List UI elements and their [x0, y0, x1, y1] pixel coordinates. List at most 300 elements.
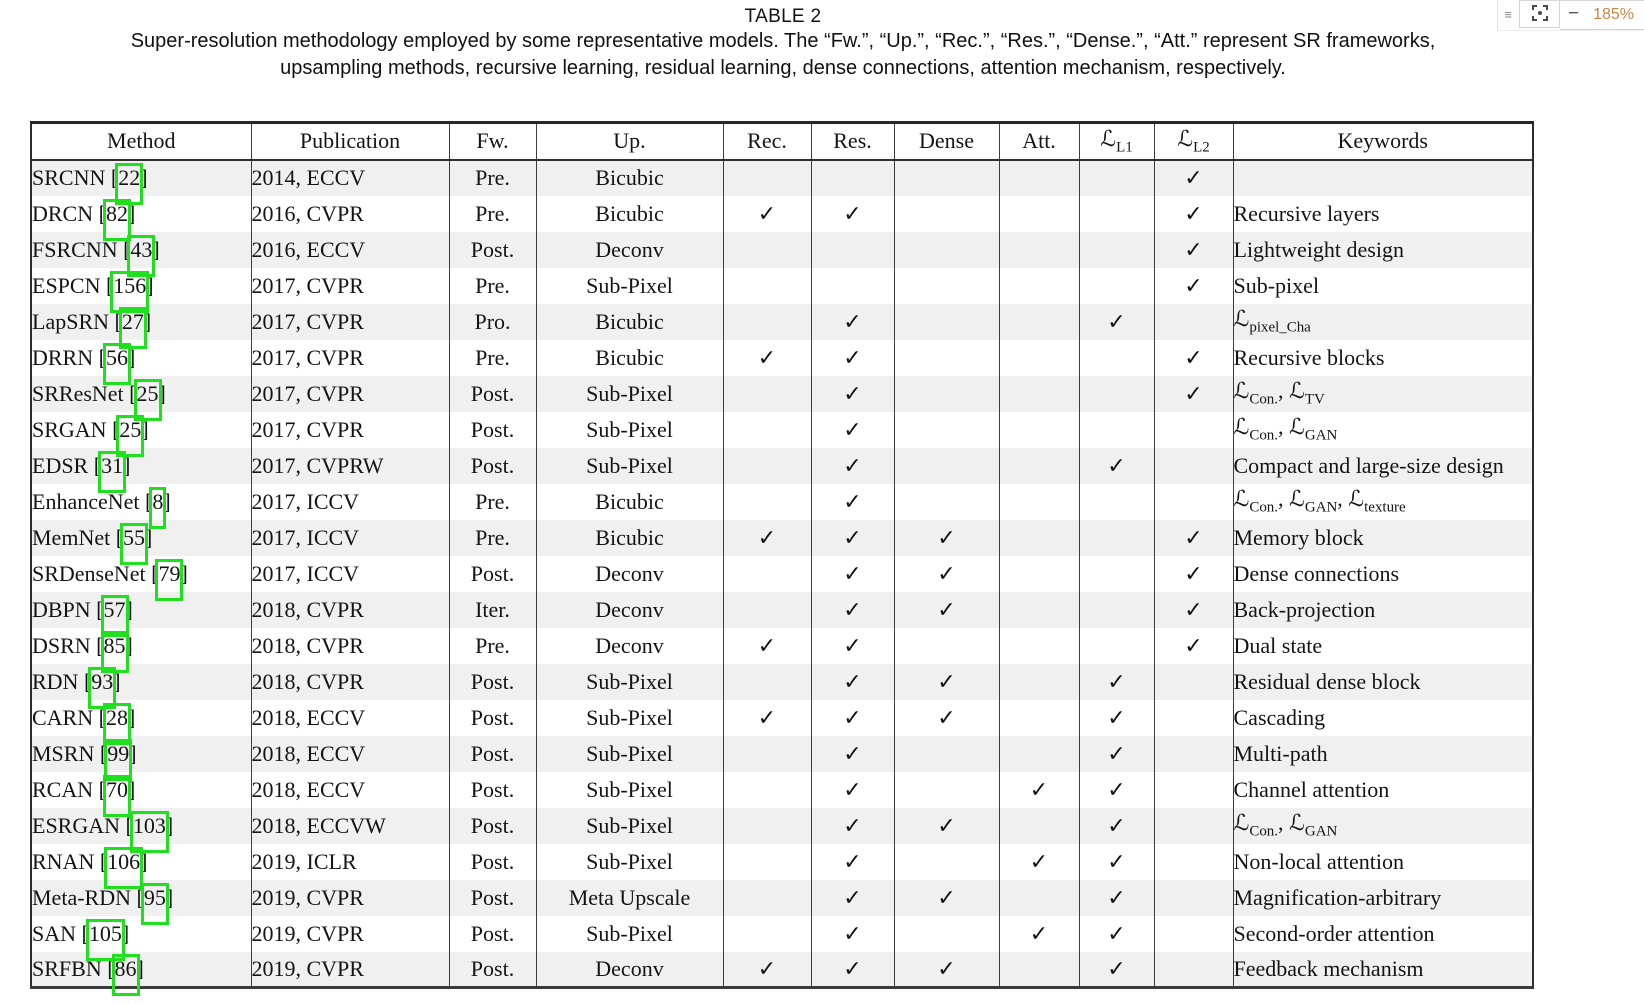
cell-rec: [723, 592, 811, 628]
cell-rec: [723, 160, 811, 196]
cell-method: MSRN [99 ]: [31, 736, 251, 772]
cell-rec: [723, 412, 811, 448]
cell-publication: 2017, ICCV: [251, 556, 449, 592]
cell-rec: [723, 376, 811, 412]
cell-fw: Pre.: [449, 160, 536, 196]
cell-att: [999, 376, 1079, 412]
column-header-publication: Publication: [251, 123, 449, 160]
cell-l1: [1079, 772, 1154, 808]
cell-dense: [894, 700, 999, 736]
cell-l1: [1079, 268, 1154, 304]
cell-res: [811, 160, 894, 196]
cell-rec: [723, 808, 811, 844]
check-mark: ✓: [1107, 848, 1126, 874]
citation-link[interactable]: 82: [106, 201, 128, 227]
check-mark: ✓: [937, 704, 956, 730]
check-mark: ✓: [1184, 380, 1203, 406]
table-row: [31, 160, 1533, 196]
citation-link[interactable]: 8: [152, 489, 163, 515]
check-mark: ✓: [937, 884, 956, 910]
cell-l2: [1154, 844, 1233, 880]
cell-l1: [1079, 916, 1154, 952]
cell-up: Sub-Pixel: [536, 736, 723, 772]
check-mark: ✓: [843, 740, 862, 766]
cell-method: SRGAN [25 ]: [31, 412, 251, 448]
cell-up: Deconv: [536, 952, 723, 988]
cell-l2: [1154, 448, 1233, 484]
table-row: [31, 880, 1533, 916]
cell-fw: Post.: [449, 880, 536, 916]
cell-res: [811, 880, 894, 916]
cell-keywords: Feedback mechanism: [1233, 952, 1533, 988]
check-mark: ✓: [843, 524, 862, 550]
column-header-fw: Fw.: [449, 123, 536, 160]
cell-fw: Post.: [449, 412, 536, 448]
cell-fw: Iter.: [449, 592, 536, 628]
cell-up: Sub-Pixel: [536, 808, 723, 844]
cell-rec: [723, 664, 811, 700]
cell-method: FSRCNN [43 ]: [31, 232, 251, 268]
check-mark: ✓: [1029, 776, 1049, 802]
cell-l2: [1154, 340, 1233, 376]
cell-publication: 2017, CVPR: [251, 412, 449, 448]
column-header-res: Res.: [811, 123, 894, 160]
cell-fw: Pre.: [449, 628, 536, 664]
cell-fw: Post.: [449, 556, 536, 592]
check-mark: ✓: [937, 668, 956, 694]
column-header-keywords: Keywords: [1233, 123, 1533, 160]
cell-keywords: Recursive blocks: [1233, 340, 1533, 376]
cell-l2: [1154, 196, 1233, 232]
cell-l1: [1079, 160, 1154, 196]
cell-att: [999, 916, 1079, 952]
cell-keywords: [1233, 160, 1533, 196]
cell-keywords: Sub-pixel: [1233, 268, 1533, 304]
check-mark: ✓: [1107, 668, 1126, 694]
cell-l2: [1154, 628, 1233, 664]
citation-link[interactable]: 79: [158, 561, 180, 587]
cell-publication: 2014, ECCV: [251, 160, 449, 196]
cell-up: Bicubic: [536, 340, 723, 376]
citation-link[interactable]: 103: [133, 813, 166, 839]
cell-dense: [894, 628, 999, 664]
cell-l1: [1079, 592, 1154, 628]
check-mark: ✓: [843, 452, 862, 478]
table-row: [31, 844, 1533, 880]
cell-method: LapSRN [27 ]: [31, 304, 251, 340]
cell-publication: 2019, CVPR: [251, 952, 449, 988]
cell-res: [811, 340, 894, 376]
cell-l2: [1154, 160, 1233, 196]
cell-res: [811, 736, 894, 772]
column-header-dense: Dense: [894, 123, 999, 160]
cell-dense: [894, 160, 999, 196]
cell-l1: [1079, 700, 1154, 736]
cell-fw: Pre.: [449, 484, 536, 520]
cell-rec: [723, 952, 811, 988]
check-mark: ✓: [757, 955, 777, 981]
table-caption-block: [0, 5, 1566, 82]
cell-method: RDN [93 ]: [31, 664, 251, 700]
cell-method: DSRN [85 ]: [31, 628, 251, 664]
cell-rec: [723, 304, 811, 340]
cell-method: ESRGAN [103 ]: [31, 808, 251, 844]
table-row: [31, 340, 1533, 376]
cell-dense: [894, 412, 999, 448]
cell-dense: [894, 952, 999, 988]
table-row: [31, 232, 1533, 268]
cell-up: Sub-Pixel: [536, 268, 723, 304]
check-mark: ✓: [843, 560, 862, 586]
check-mark: ✓: [1107, 812, 1126, 838]
cell-att: [999, 160, 1079, 196]
cell-l2: [1154, 808, 1233, 844]
cell-l2: [1154, 556, 1233, 592]
cell-method: EnhanceNet [8 ]: [31, 484, 251, 520]
cell-l2: [1154, 304, 1233, 340]
cell-publication: 2019, ICLR: [251, 844, 449, 880]
cell-l1: [1079, 808, 1154, 844]
table-row: [31, 304, 1533, 340]
cell-res: [811, 520, 894, 556]
cell-method: DRRN [56 ]: [31, 340, 251, 376]
cell-up: Sub-Pixel: [536, 412, 723, 448]
check-mark: ✓: [843, 632, 862, 658]
column-header-att: Att.: [999, 123, 1079, 160]
cell-att: [999, 232, 1079, 268]
table-row: [31, 196, 1533, 232]
check-mark: ✓: [1184, 524, 1203, 550]
check-mark: ✓: [757, 200, 777, 226]
cell-l1: [1079, 232, 1154, 268]
cell-l2: [1154, 952, 1233, 988]
cell-l1: [1079, 376, 1154, 412]
citation-link[interactable]: 25: [119, 417, 141, 443]
cell-res: [811, 772, 894, 808]
table-title: TABLE 2: [744, 6, 822, 27]
check-mark: ✓: [843, 704, 862, 730]
cell-rec: [723, 484, 811, 520]
cell-rec: [723, 232, 811, 268]
cell-att: [999, 952, 1079, 988]
cell-fw: Post.: [449, 736, 536, 772]
check-mark: ✓: [1184, 165, 1203, 190]
cell-keywords: ℒ$_{Con.}$, ℒ$_{GAN}$: [1233, 808, 1533, 844]
cell-method: SAN [105 ]: [31, 916, 251, 952]
cell-keywords: ℒ$_{Con.}$, ℒ$_{GAN}$, ℒ$_{texture}$: [1233, 484, 1533, 520]
cell-att: [999, 736, 1079, 772]
table-row: [31, 268, 1533, 304]
cell-dense: [894, 736, 999, 772]
cell-res: [811, 556, 894, 592]
column-header-l2: ℒ$_{L2}$: [1154, 123, 1233, 160]
citation-link[interactable]: 95: [144, 885, 166, 911]
cell-rec: [723, 844, 811, 880]
cell-dense: [894, 664, 999, 700]
cell-publication: 2017, CVPRW: [251, 448, 449, 484]
cell-dense: [894, 592, 999, 628]
cell-method: DRCN [82 ]: [31, 196, 251, 232]
cell-rec: [723, 556, 811, 592]
cell-l2: [1154, 592, 1233, 628]
cell-rec: [723, 628, 811, 664]
check-mark: ✓: [757, 704, 777, 730]
cell-fw: Post.: [449, 772, 536, 808]
table-row: [31, 448, 1533, 484]
cell-up: Bicubic: [536, 304, 723, 340]
table-row: [31, 376, 1533, 412]
check-mark: ✓: [937, 812, 956, 838]
citation-link[interactable]: 28: [106, 705, 128, 731]
cell-keywords: ℒ$_{pixel\_Cha}$: [1233, 304, 1533, 340]
cell-l1: [1079, 448, 1154, 484]
citation-link[interactable]: 31: [101, 453, 123, 479]
check-mark: ✓: [1184, 200, 1203, 226]
check-mark: ✓: [1029, 920, 1049, 946]
citation-link[interactable]: 86: [115, 956, 137, 982]
table-row: [31, 808, 1533, 844]
table-row: [31, 700, 1533, 736]
cell-method: MemNet [55 ]: [31, 520, 251, 556]
check-mark: ✓: [757, 524, 777, 550]
check-mark: ✓: [1107, 776, 1126, 802]
citation-link[interactable]: 99: [107, 741, 129, 767]
caption-line-2: upsampling methods, recursive learning, residual learning, dense connections, attention mechanism, respectively.: [280, 57, 1286, 79]
cell-l2: [1154, 916, 1233, 952]
cell-keywords: Non-local attention: [1233, 844, 1533, 880]
cell-l2: [1154, 232, 1233, 268]
cell-keywords: Magnification-arbitrary: [1233, 880, 1533, 916]
cell-up: Sub-Pixel: [536, 376, 723, 412]
check-mark: ✓: [1107, 740, 1126, 766]
table-row: [31, 916, 1533, 952]
cell-fw: Post.: [449, 844, 536, 880]
check-mark: ✓: [843, 955, 862, 981]
citation-link[interactable]: 93: [91, 669, 113, 695]
cell-att: [999, 844, 1079, 880]
cell-fw: Post.: [449, 808, 536, 844]
cell-method: SRCNN [22 ]: [31, 160, 251, 196]
cell-publication: 2017, CVPR: [251, 304, 449, 340]
cell-l2: [1154, 412, 1233, 448]
cell-res: [811, 628, 894, 664]
check-mark: ✓: [843, 344, 862, 370]
cell-keywords: Residual dense block: [1233, 664, 1533, 700]
cell-res: [811, 700, 894, 736]
citation-link[interactable]: 56: [106, 345, 128, 371]
cell-keywords: ℒ$_{Con.}$, ℒ$_{GAN}$: [1233, 412, 1533, 448]
cell-att: [999, 520, 1079, 556]
cell-publication: 2019, CVPR: [251, 916, 449, 952]
citation-link[interactable]: 57: [104, 597, 126, 623]
cell-dense: [894, 844, 999, 880]
check-mark: ✓: [1184, 272, 1203, 298]
cell-att: [999, 556, 1079, 592]
cell-att: [999, 412, 1079, 448]
cell-method: ESPCN [156 ]: [31, 268, 251, 304]
check-mark: ✓: [843, 884, 862, 910]
citation-link[interactable]: 25: [137, 381, 159, 407]
cell-publication: 2018, CVPR: [251, 664, 449, 700]
citation-link[interactable]: 27: [122, 309, 144, 335]
cell-fw: Pre.: [449, 196, 536, 232]
cell-rec: [723, 880, 811, 916]
cell-fw: Pre.: [449, 268, 536, 304]
cell-keywords: Channel attention: [1233, 772, 1533, 808]
cell-method: CARN [28 ]: [31, 700, 251, 736]
cell-dense: [894, 268, 999, 304]
citation-link[interactable]: 22: [118, 165, 140, 191]
check-mark: ✓: [757, 344, 777, 370]
cell-keywords: Multi-path: [1233, 736, 1533, 772]
cell-att: [999, 808, 1079, 844]
column-header-method: Method: [31, 123, 251, 160]
citation-link[interactable]: 70: [106, 777, 128, 803]
cell-fw: Post.: [449, 916, 536, 952]
cell-l1: [1079, 340, 1154, 376]
check-mark: ✓: [1184, 236, 1203, 262]
caption-line-1: Super-resolution methodology employed by some representative models. The “Fw.”, “Up.”, “Rec.”, “Res.”, “Dense.”, “Att.” represent SR frameworks,: [130, 30, 1436, 52]
cell-up: Sub-Pixel: [536, 772, 723, 808]
cell-up: Deconv: [536, 556, 723, 592]
cell-l2: [1154, 268, 1233, 304]
cell-method: EDSR [31 ]: [31, 448, 251, 484]
column-header-rec: Rec.: [723, 123, 811, 160]
cell-publication: 2019, CVPR: [251, 880, 449, 916]
cell-res: [811, 844, 894, 880]
cell-up: Bicubic: [536, 196, 723, 232]
menu-icon[interactable]: ≡: [1504, 6, 1512, 22]
cell-l2: [1154, 736, 1233, 772]
citation-link[interactable]: 105: [89, 921, 122, 947]
cell-res: [811, 376, 894, 412]
cell-publication: 2018, CVPR: [251, 628, 449, 664]
cell-method: DBPN [57 ]: [31, 592, 251, 628]
cell-l1: [1079, 844, 1154, 880]
cell-rec: [723, 520, 811, 556]
cell-l2: [1154, 664, 1233, 700]
methods-table: [30, 121, 1534, 989]
cell-res: [811, 916, 894, 952]
citation-link[interactable]: 55: [123, 525, 145, 551]
check-mark: ✓: [843, 920, 862, 946]
cell-publication: 2017, ICCV: [251, 520, 449, 556]
cell-l1: [1079, 628, 1154, 664]
cell-publication: 2016, ECCV: [251, 232, 449, 268]
cell-res: [811, 484, 894, 520]
table-row: [31, 664, 1533, 700]
cell-dense: [894, 484, 999, 520]
check-mark: ✓: [1107, 920, 1126, 946]
cell-method: RCAN [70 ]: [31, 772, 251, 808]
check-mark: ✓: [1107, 884, 1126, 910]
check-mark: ✓: [1107, 308, 1126, 334]
cell-publication: 2016, CVPR: [251, 196, 449, 232]
cell-res: [811, 808, 894, 844]
cell-att: [999, 592, 1079, 628]
cell-fw: Pro.: [449, 304, 536, 340]
cell-dense: [894, 196, 999, 232]
zoom-out-button[interactable]: −: [1560, 2, 1585, 28]
cell-up: Sub-Pixel: [536, 844, 723, 880]
cell-dense: [894, 376, 999, 412]
table-row: [31, 772, 1533, 808]
cell-l1: [1079, 520, 1154, 556]
check-mark: ✓: [1184, 560, 1203, 586]
cell-res: [811, 196, 894, 232]
cell-att: [999, 448, 1079, 484]
cell-att: [999, 268, 1079, 304]
check-mark: ✓: [937, 524, 956, 550]
cell-l2: [1154, 772, 1233, 808]
cell-att: [999, 304, 1079, 340]
check-mark: ✓: [843, 596, 862, 622]
cell-up: Bicubic: [536, 160, 723, 196]
citation-link[interactable]: 43: [130, 237, 152, 263]
cell-dense: [894, 556, 999, 592]
cell-keywords: Compact and large-size design: [1233, 448, 1533, 484]
check-mark: ✓: [843, 308, 862, 334]
cell-l1: [1079, 304, 1154, 340]
table-row: [31, 952, 1533, 988]
cell-l1: [1079, 952, 1154, 988]
check-mark: ✓: [937, 560, 956, 586]
check-mark: ✓: [1107, 704, 1126, 730]
cell-att: [999, 664, 1079, 700]
cell-keywords: Dual state: [1233, 628, 1533, 664]
check-mark: ✓: [1184, 632, 1203, 658]
cell-method: SRDenseNet [79 ]: [31, 556, 251, 592]
cell-res: [811, 592, 894, 628]
zoom-level[interactable]: 185%: [1593, 6, 1635, 23]
check-mark: ✓: [843, 668, 862, 694]
cell-keywords: Memory block: [1233, 520, 1533, 556]
cell-dense: [894, 232, 999, 268]
check-mark: ✓: [1029, 848, 1049, 874]
cell-keywords: Second-order attention: [1233, 916, 1533, 952]
cell-publication: 2017, CVPR: [251, 376, 449, 412]
cell-up: Sub-Pixel: [536, 916, 723, 952]
cell-publication: 2018, ECCV: [251, 700, 449, 736]
citation-link[interactable]: 156: [113, 273, 146, 299]
cell-dense: [894, 520, 999, 556]
cell-publication: 2017, CVPR: [251, 340, 449, 376]
cell-up: Sub-Pixel: [536, 664, 723, 700]
check-mark: ✓: [843, 488, 862, 514]
cell-rec: [723, 916, 811, 952]
cell-l2: [1154, 484, 1233, 520]
column-header-l1: ℒ$_{L1}$: [1079, 123, 1154, 160]
cell-res: [811, 304, 894, 340]
table-row: [31, 736, 1533, 772]
cell-l1: [1079, 736, 1154, 772]
cell-keywords: ℒ$_{Con.}$, ℒ$_{TV}$: [1233, 376, 1533, 412]
cell-keywords: Dense connections: [1233, 556, 1533, 592]
cell-method: Meta-RDN [95 ]: [31, 880, 251, 916]
cell-att: [999, 700, 1079, 736]
cell-l2: [1154, 520, 1233, 556]
cell-att: [999, 772, 1079, 808]
cell-dense: [894, 448, 999, 484]
cell-method: RNAN [106 ]: [31, 844, 251, 880]
citation-link[interactable]: 106: [107, 849, 140, 875]
cell-up: Sub-Pixel: [536, 700, 723, 736]
cell-att: [999, 880, 1079, 916]
column-header-up: Up.: [536, 123, 723, 160]
citation-link[interactable]: 85: [104, 633, 126, 659]
check-mark: ✓: [1184, 596, 1203, 622]
cell-l2: [1154, 880, 1233, 916]
